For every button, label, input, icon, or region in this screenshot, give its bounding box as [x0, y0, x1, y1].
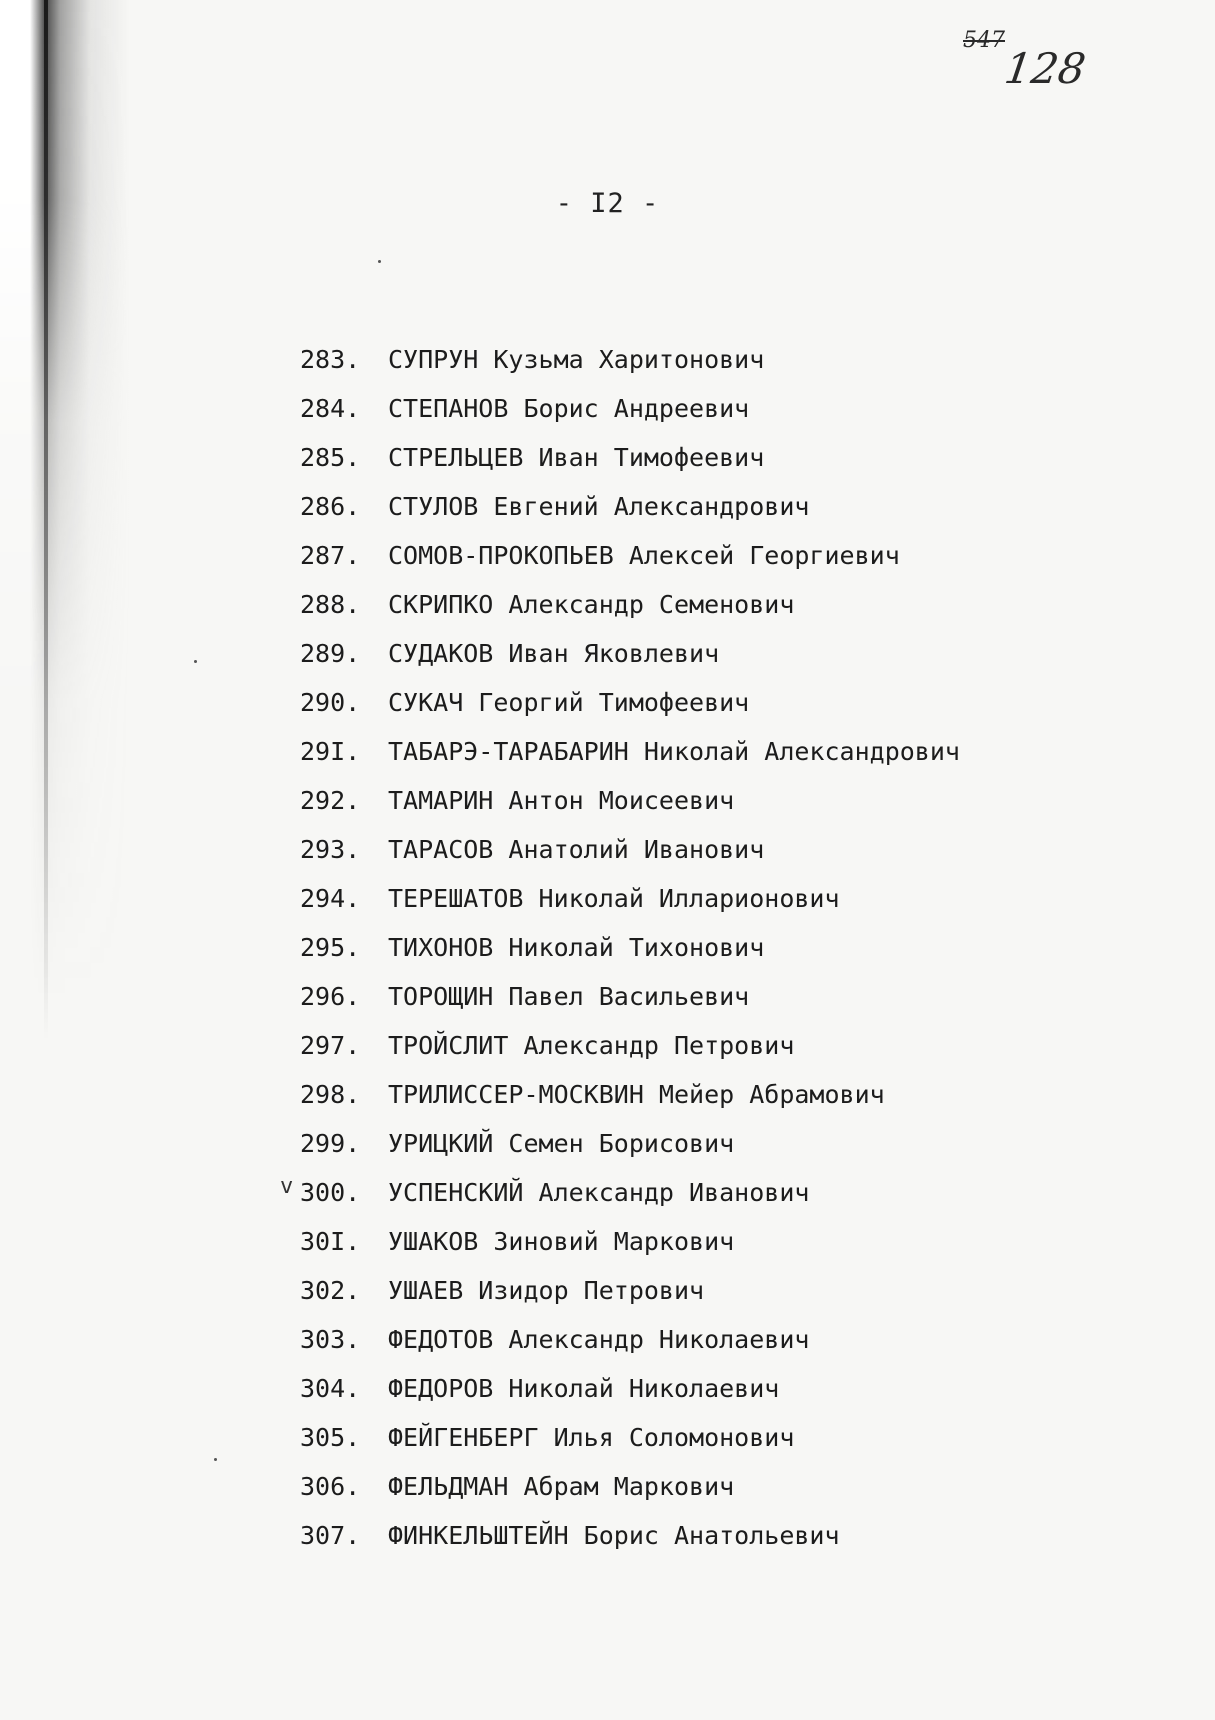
entry-name: УРИЦКИЙ Семен Борисович [388, 1129, 735, 1158]
entry-number: 302. [300, 1276, 361, 1305]
entry-number: 296. [300, 982, 361, 1011]
entry-name: ТАМАРИН Антон Моисеевич [388, 786, 735, 815]
entry-name: СКРИПКО Александр Семенович [388, 590, 795, 619]
list-item [300, 923, 960, 972]
entry-number: 307. [300, 1521, 361, 1550]
entry-name: ТРИЛИССЕР-МОСКВИН Мейер Абрамович [388, 1080, 885, 1109]
binding-shadow [0, 0, 140, 1720]
entry-name: СТУЛОВ Евгений Александрович [388, 492, 810, 521]
entry-number: 295. [300, 933, 361, 962]
entry-number: 294. [300, 884, 361, 913]
entry-name: ФЕЙГЕНБЕРГ Илья Соломонович [388, 1423, 795, 1452]
entry-name: СТЕПАНОВ Борис Андреевич [388, 394, 750, 423]
list-item [300, 678, 960, 727]
list-item [300, 629, 960, 678]
entry-number: 303. [300, 1325, 361, 1354]
entry-name: УСПЕНСКИЙ Александр Иванович [388, 1178, 810, 1207]
entry-number: 299. [300, 1129, 361, 1158]
entry-number: 306. [300, 1472, 361, 1501]
list-item [300, 874, 960, 923]
entry-name: СТРЕЛЬЦЕВ Иван Тимофеевич [388, 443, 765, 472]
entry-number: 283. [300, 345, 361, 374]
name-list [280, 335, 960, 1560]
archive-number-crossed: 547 [963, 28, 1005, 53]
page-number: - I2 - [555, 188, 660, 219]
list-item [300, 335, 960, 384]
entry-number: 300. [300, 1178, 361, 1207]
entry-name: СОМОВ-ПРОКОПЬЕВ Алексей Георгиевич [388, 541, 900, 570]
list-item [300, 727, 960, 776]
list-item [300, 776, 960, 825]
list-item [300, 1462, 960, 1511]
list-item [300, 1021, 960, 1070]
list-item [300, 1119, 960, 1168]
entry-name: ТАБАРЭ-ТАРАБАРИН Николай Александрович [388, 737, 960, 766]
archive-sheet-number [945, 20, 1089, 100]
entry-name: ФИНКЕЛЬШТЕЙН Борис Анатольевич [388, 1521, 840, 1550]
binding-edge [44, 0, 48, 1040]
list-item [300, 1413, 960, 1462]
entry-name: СУКАЧ Георгий Тимофеевич [388, 688, 750, 717]
entry-name: ФЕДОРОВ Николай Николаевич [388, 1374, 780, 1403]
list-item [300, 531, 960, 580]
entry-number: 29I. [300, 737, 361, 766]
list-item [300, 1364, 960, 1413]
list-item [300, 482, 960, 531]
entry-name: ФЕЛЬДМАН Абрам Маркович [388, 1472, 735, 1501]
scan-speck [378, 260, 381, 263]
list-item [300, 825, 960, 874]
entry-name: СУДАКОВ Иван Яковлевич [388, 639, 720, 668]
entry-number: 293. [300, 835, 361, 864]
entry-number: 305. [300, 1423, 361, 1452]
list-item [280, 1168, 960, 1217]
entry-name: ФЕДОТОВ Александр Николаевич [388, 1325, 810, 1354]
entry-name: УШАКОВ Зиновий Маркович [388, 1227, 735, 1256]
list-item [300, 1217, 960, 1266]
entry-number: 289. [300, 639, 361, 668]
list-item [300, 1511, 960, 1560]
entry-number: 298. [300, 1080, 361, 1109]
scan-speck [194, 660, 197, 663]
archive-number-current: 128 [1001, 44, 1089, 93]
entry-number: 304. [300, 1374, 361, 1403]
list-item [300, 580, 960, 629]
list-item [300, 433, 960, 482]
entry-name: СУПРУН Кузьма Харитонович [388, 345, 765, 374]
entry-number: 297. [300, 1031, 361, 1060]
entry-number: 290. [300, 688, 361, 717]
list-item [300, 1070, 960, 1119]
entry-number: 30I. [300, 1227, 361, 1256]
list-item [300, 972, 960, 1021]
entry-name: УШАЕВ Изидор Петрович [388, 1276, 705, 1305]
entry-number: 287. [300, 541, 361, 570]
entry-name: ТАРАСОВ Анатолий Иванович [388, 835, 765, 864]
list-item [300, 1266, 960, 1315]
check-mark: v [280, 1174, 294, 1199]
entry-number: 285. [300, 443, 361, 472]
entry-number: 284. [300, 394, 361, 423]
entry-number: 286. [300, 492, 361, 521]
entry-number: 288. [300, 590, 361, 619]
entry-name: ТОРОЩИН Павел Васильевич [388, 982, 750, 1011]
list-item [300, 1315, 960, 1364]
entry-name: ТЕРЕШАТОВ Николай Илларионович [388, 884, 840, 913]
entry-name: ТИХОНОВ Николай Тихонович [388, 933, 765, 962]
entry-number: 292. [300, 786, 361, 815]
list-item [300, 384, 960, 433]
entry-name: ТРОЙСЛИТ Александр Петрович [388, 1031, 795, 1060]
scan-speck [214, 1458, 217, 1461]
